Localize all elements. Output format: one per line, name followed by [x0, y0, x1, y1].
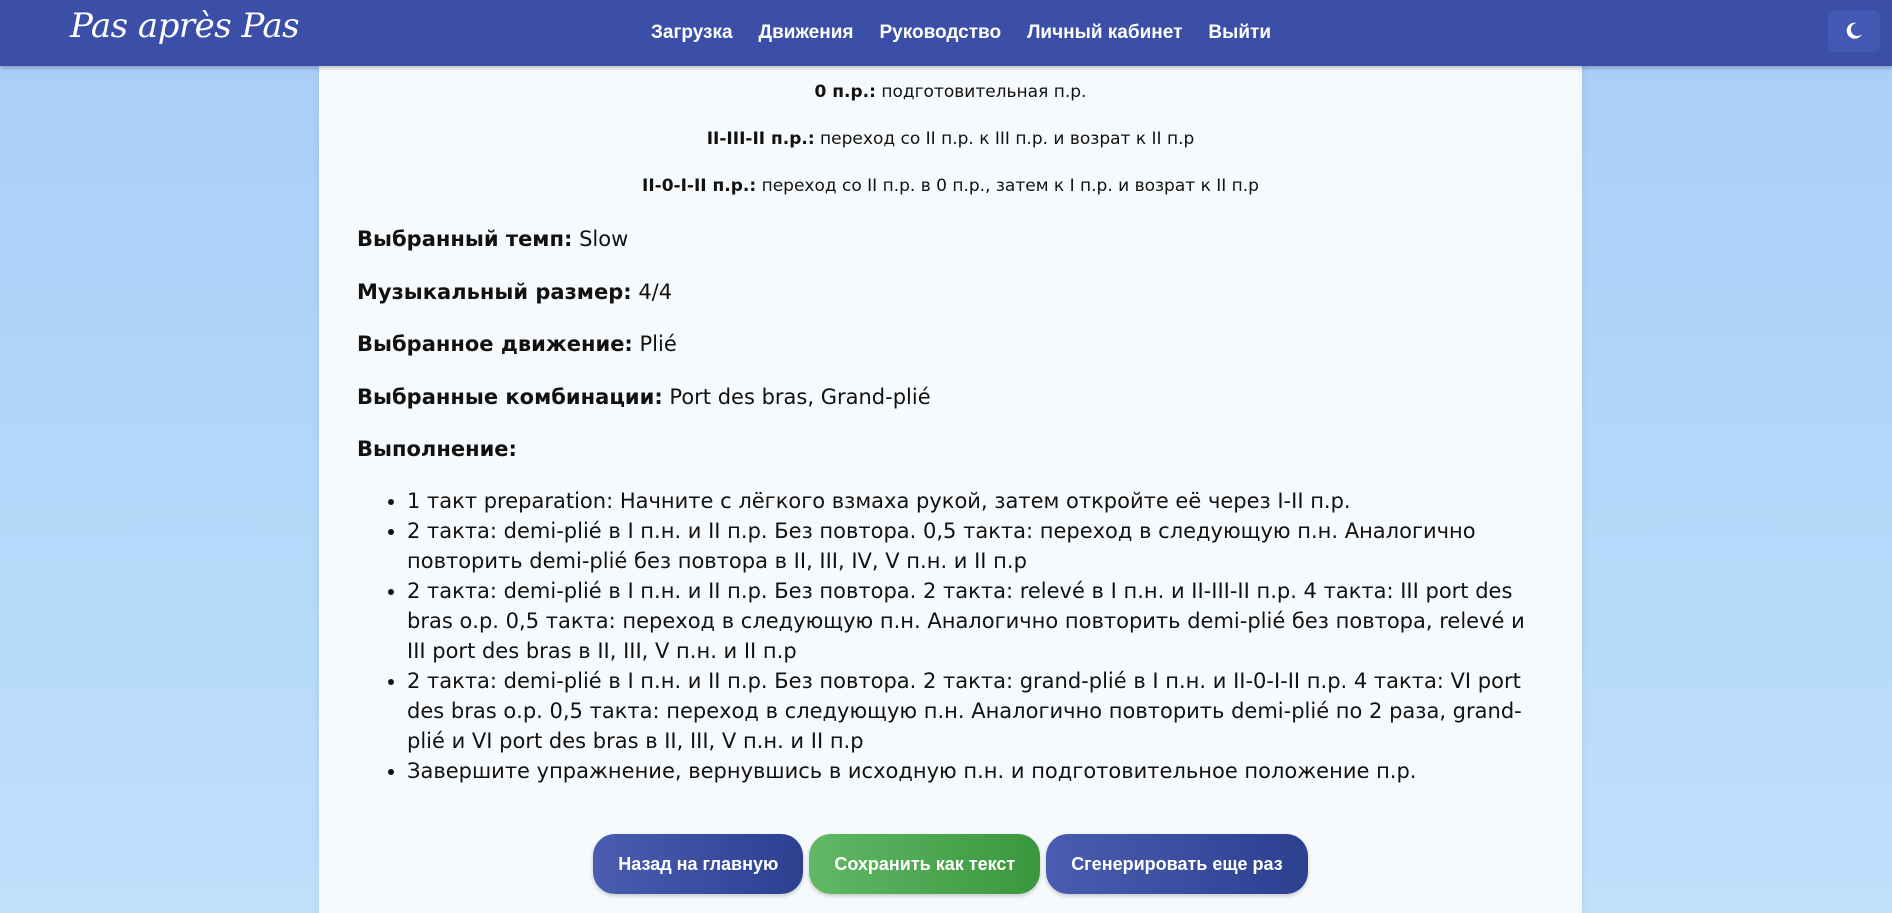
list-item: • 1 такт preparation: Начните с лёгкого взмаха рукой, затем откройте её через I-II п.р.	[407, 486, 1547, 516]
nav-link-upload[interactable]: Загрузка	[650, 22, 733, 43]
execution-label: Выполнение:	[357, 437, 517, 461]
execution-heading	[357, 437, 517, 461]
regenerate-button[interactable]: Сгенерировать еще раз	[1046, 834, 1308, 894]
execution-steps-list	[357, 486, 1547, 786]
site-logo[interactable]: Pas après Pas	[70, 6, 300, 46]
result-card	[319, 0, 1582, 913]
position-legend-2	[319, 176, 1582, 196]
theme-toggle-button[interactable]	[1828, 10, 1880, 52]
position-legend-label: II-III-II п.р.:	[706, 129, 815, 149]
tempo-value: Slow	[572, 227, 629, 251]
meter-label: Музыкальный размер:	[357, 280, 632, 304]
movement-value: Plié	[632, 332, 677, 356]
tempo-row	[357, 227, 628, 251]
combinations-label: Выбранные комбинации:	[357, 385, 663, 409]
save-as-text-button[interactable]: Сохранить как текст	[809, 834, 1040, 894]
nav-link-movements[interactable]: Движения	[758, 22, 854, 43]
list-item: • 2 такта: demi-plié в I п.н. и II п.р. Без повтора. 2 такта: grand-plié в I п.н. и II-0-I-II п.р. 4 такта: VI port des bras о.р. 0,5 такта: переход в следующую п.н. Аналогично повторить demi-plié по 2 раза, grand-plié и VI port des bras в II, III, V п.н. и II п.р	[407, 666, 1547, 756]
combinations-row	[357, 385, 931, 409]
position-legend-label: 0 п.р.:	[814, 82, 876, 102]
list-item: • Завершите упражнение, вернувшись в исходную п.н. и подготовительное положение п.р.	[407, 756, 1547, 786]
combinations-value: Port des bras, Grand-plié	[662, 385, 931, 409]
position-legend-0	[319, 82, 1582, 102]
movement-row	[357, 332, 677, 356]
moon-icon	[1844, 21, 1864, 41]
navbar	[0, 0, 1892, 66]
movement-label: Выбранное движение:	[357, 332, 633, 356]
position-legend-text: переход со II п.р. в 0 п.р., затем к I п.р. и возрат к II п.р	[756, 176, 1259, 196]
meter-value: 4/4	[631, 280, 673, 304]
position-legend-text: подготовительная п.р.	[875, 82, 1087, 102]
nav-links	[0, 0, 1892, 66]
position-legend-text: переход со II п.р. к III п.р. и возрат к II п.р	[814, 129, 1195, 149]
nav-link-guide[interactable]: Руководство	[879, 22, 1002, 43]
meter-row	[357, 280, 672, 304]
tempo-label: Выбранный темп:	[357, 227, 573, 251]
nav-link-logout[interactable]: Выйти	[1208, 22, 1272, 43]
action-buttons	[319, 834, 1582, 894]
list-item: • 2 такта: demi-plié в I п.н. и II п.р. Без повтора. 2 такта: relevé в I п.н. и II-III-II п.р. 4 такта: III port des bras о.р. 0,5 такта: переход в следующую п.н. Аналогично повторить demi-plié без повтора, relevé и III port des bras в II, III, V п.н. и II п.р	[407, 576, 1547, 666]
position-legend-1	[319, 129, 1582, 149]
list-item: • 2 такта: demi-plié в I п.н. и II п.р. Без повтора. 0,5 такта: переход в следующую п.н. Аналогично повторить demi-plié без повтора в II, III, IV, V п.н. и II п.р	[407, 516, 1547, 576]
nav-link-account[interactable]: Личный кабинет	[1027, 22, 1183, 43]
position-legend-label: II-0-I-II п.р.:	[642, 176, 757, 196]
back-home-button[interactable]: Назад на главную	[593, 834, 803, 894]
